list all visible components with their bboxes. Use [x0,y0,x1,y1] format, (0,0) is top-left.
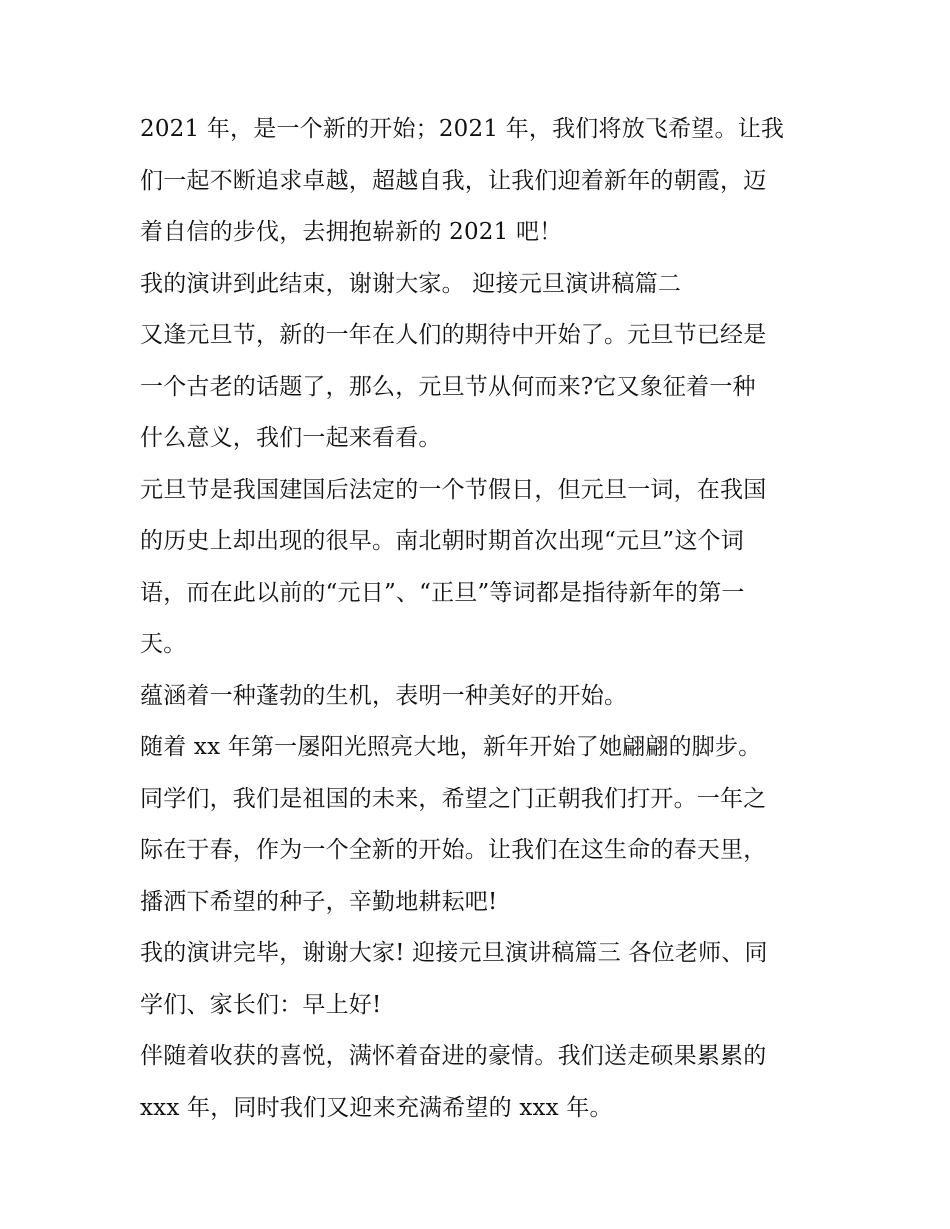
text-line: 我的演讲到此结束，谢谢大家。 迎接元旦演讲稿篇二 [140,270,682,297]
text-line: 伴随着收获的喜悦，满怀着奋进的豪情。我们送走硕果累累的 [140,1043,767,1069]
document-body [140,104,820,1134]
text-line: 随着 xx 年第一屡阳光照亮大地，新年开始了她翩翩的脚步。 [140,734,762,760]
text-line: 天。 [140,631,187,657]
text-line: 学们、家长们：早上好! [140,991,382,1018]
text-line: 元旦节是我国建国后法定的一个节假日，但元旦一词，在我国 [140,476,767,503]
text-line: 着自信的步伐，去拥抱崭新的 2021 吧！ [140,219,563,245]
text-line: 语，而在此以前的“元日”、“正旦”等词都是指待新年的第一 [140,579,745,606]
text-line: xxx 年，同时我们又迎来充满希望的 xxx 年。 [140,1094,613,1121]
text-line: 2021 年，是一个新的开始；2021 年，我们将放飞希望。让我 [140,116,785,142]
text-line: 际在于春，作为一个全新的开始。让我们在这生命的春天里， [140,837,767,863]
text-line: 蕴涵着一种蓬勃的生机，表明一种美好的开始。 [140,682,628,709]
text-line: 播洒下希望的种子，辛勤地耕耘吧! [140,888,498,915]
text-line: 什么意义，我们一起来看看。 [140,425,442,451]
text-line: 一个古老的话题了，那么，元旦节从何而来?它又象征着一种 [140,373,756,400]
text-line: 们一起不断追求卓越，超越自我，让我们迎着新年的朝霞，迈 [140,167,767,194]
text-line: 的历史上却出现的很早。南北朝时期首次出现“元旦”这个词 [140,528,744,554]
text-line: 同学们，我们是祖国的未来，希望之门正朝我们打开。一年之 [140,785,767,812]
text-line: 我的演讲完毕，谢谢大家! 迎接元旦演讲稿篇三 各位老师、同 [140,940,768,966]
text-line: 又逢元旦节，新的一年在人们的期待中开始了。元旦节已经是 [140,322,767,348]
